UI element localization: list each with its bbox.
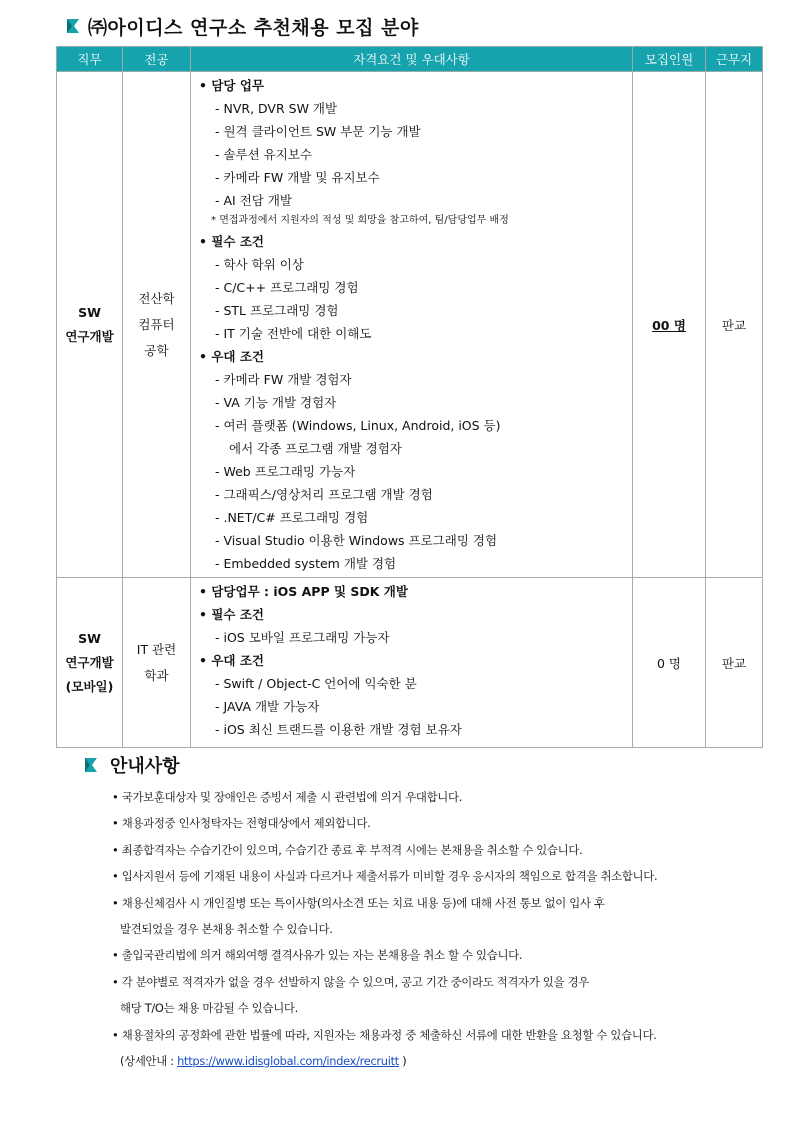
detail-prefix: (상세안내 :: [120, 1054, 178, 1069]
location-cell: 판교: [706, 72, 763, 578]
requirements-cell: [191, 72, 633, 578]
list-item-continuation: 발견되었을 경우 본채용 취소할 수 있습니다.: [120, 922, 333, 937]
table-row: [57, 72, 763, 578]
list-item: - IT 기술 전반에 대한 이해도: [199, 322, 624, 345]
list-item: - 원격 클라이언트 SW 부문 기능 개발: [199, 120, 624, 143]
requirements-cell: [191, 578, 633, 748]
header-job: 직무: [57, 47, 123, 72]
title-row: [66, 12, 419, 40]
table-header-row: [57, 47, 763, 72]
notice-title: 안내사항: [110, 756, 180, 777]
list-item: - JAVA 개발 가능자: [199, 695, 624, 718]
header-location: 근무지: [706, 47, 763, 72]
job-line: 연구개발: [65, 654, 114, 670]
notice-list: [112, 784, 772, 1074]
list-item: - 카메라 FW 개발 경험자: [199, 368, 624, 391]
list-item: - 학사 학위 이상: [199, 253, 624, 276]
list-item: - iOS 모바일 프로그래밍 가능자: [199, 626, 624, 649]
recruit-link[interactable]: https://www.idisglobal.com/index/recruitt: [177, 1054, 399, 1069]
notice-header: [84, 752, 180, 778]
job-cell: [57, 578, 123, 748]
list-item: - 카메라 FW 개발 및 유지보수: [199, 166, 624, 189]
list-item: - 그래픽스/영상처리 프로그램 개발 경험: [199, 483, 624, 506]
list-item: • 출입국관리법에 의거 해외여행 결격사유가 있는 자는 본채용을 취소 할 수 있습니다.: [112, 942, 772, 968]
count-cell: [633, 72, 706, 578]
list-item: • 최종합격자는 수습기간이 있으며, 수습기간 종료 후 부적격 시에는 본채용을 취소할 수 있습니다.: [112, 837, 772, 863]
header-count: 모집인원: [633, 47, 706, 72]
major-cell: [123, 578, 191, 748]
header-requirements: 자격요건 및 우대사항: [191, 47, 633, 72]
job-line: 연구개발: [65, 328, 114, 344]
list-item: • 국가보훈대상자 및 장애인은 증빙서 제출 시 관련법에 의거 우대합니다.: [112, 784, 772, 810]
job-line: SW: [78, 630, 101, 646]
list-item: - 여러 플랫폼 (Windows, Linux, Android, iOS 등): [199, 414, 624, 437]
count-cell: 0 명: [633, 578, 706, 748]
list-item: - AI 전담 개발: [199, 189, 624, 212]
major-line: 전산학: [138, 290, 175, 306]
header-major: 전공: [123, 47, 191, 72]
detail-suffix: ): [398, 1054, 407, 1069]
location-cell: 판교: [706, 578, 763, 748]
list-item: - iOS 최신 트랜드를 이용한 개발 경험 보유자: [199, 718, 624, 741]
count-value: 00 명: [652, 317, 686, 333]
list-item: • 채용과정중 인사청탁자는 전형대상에서 제외합니다.: [112, 810, 772, 836]
list-item: - VA 기능 개발 경험자: [199, 391, 624, 414]
major-cell: [123, 72, 191, 578]
section-title: • 담당업무 : iOS APP 및 SDK 개발: [199, 580, 624, 603]
list-item-continuation: 해당 T/O는 채용 마감될 수 있습니다.: [120, 1001, 298, 1016]
flag-icon: [66, 18, 80, 34]
list-item: - NVR, DVR SW 개발: [199, 97, 624, 120]
page-title: ㈜아이디스 연구소 추천채용 모집 분야: [88, 16, 419, 39]
list-item: • 각 분야별로 적격자가 없을 경우 선발하지 않을 수 있으며, 공고 기간 중이라도 적격자가 있을 경우: [112, 969, 772, 995]
section-title: • 담당 업무: [199, 74, 624, 97]
table-row: [57, 578, 763, 748]
major-line: 컴퓨터: [138, 316, 175, 332]
list-item-continuation: 에서 각종 프로그램 개발 경험자: [229, 441, 402, 456]
section-title: • 필수 조건: [199, 230, 624, 253]
list-item: - Visual Studio 이용한 Windows 프로그래밍 경험: [199, 529, 624, 552]
major-line: 공학: [144, 342, 169, 358]
list-item: - Embedded system 개발 경험: [199, 552, 624, 575]
detail-line: [112, 1048, 772, 1074]
note: * 면접과정에서 지원자의 적성 및 희망을 참고하여, 팀/담당업무 배정: [199, 212, 624, 230]
list-item: • 채용신체검사 시 개인질병 또는 특이사항(의사소견 또는 치료 내용 등)에 대해 사전 통보 없이 입사 후: [112, 890, 772, 916]
section-title: • 우대 조건: [199, 345, 624, 368]
major-line: IT 관련: [136, 641, 177, 657]
list-item: • 채용절차의 공정화에 관한 법률에 따라, 지원자는 채용과정 중 체출하신 서류에 대한 반환을 요청할 수 있습니다.: [112, 1022, 772, 1048]
job-line: (모바일): [65, 678, 114, 694]
list-item: • 입사지원서 등에 기재된 내용이 사실과 다르거나 제출서류가 미비할 경우 응시자의 책임으로 합격을 취소합니다.: [112, 863, 772, 889]
recruit-table: [56, 46, 763, 748]
list-item: - STL 프로그래밍 경험: [199, 299, 624, 322]
list-item: - Swift / Object-C 언어에 익숙한 분: [199, 672, 624, 695]
list-item: - 솔루션 유지보수: [199, 143, 624, 166]
job-cell: [57, 72, 123, 578]
major-line: 학과: [144, 667, 169, 683]
flag-icon: [84, 757, 98, 773]
list-item: - C/C++ 프로그래밍 경험: [199, 276, 624, 299]
list-item: - .NET/C# 프로그래밍 경험: [199, 506, 624, 529]
section-title: • 필수 조건: [199, 603, 624, 626]
list-item: - Web 프로그래밍 가능자: [199, 460, 624, 483]
job-line: SW: [78, 304, 101, 320]
section-title: • 우대 조건: [199, 649, 624, 672]
